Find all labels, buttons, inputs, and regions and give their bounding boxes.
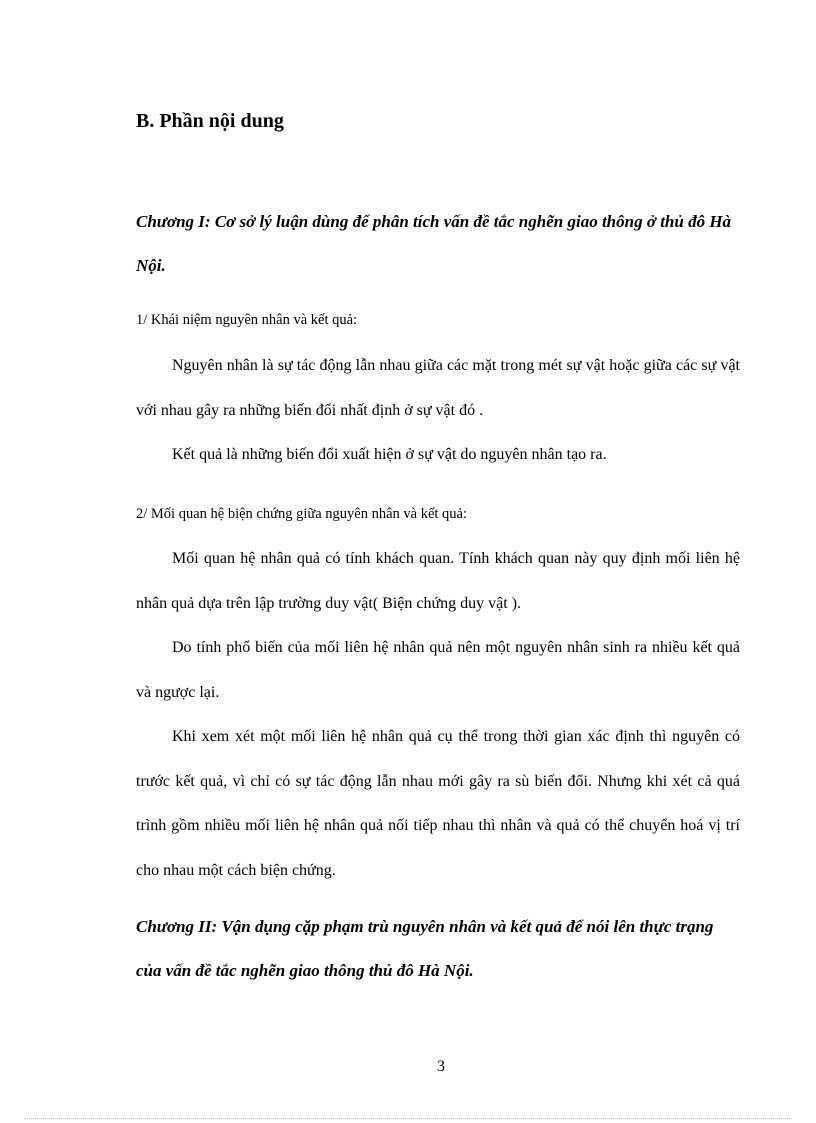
page-bottom-divider: [24, 1118, 792, 1119]
heading-concept: 1/ Khái niệm nguyên nhân và kết quả:: [136, 312, 358, 328]
chapter-1-title: Chương I: Cơ sở lý luận dùng để phân tích vấn đề tắc nghẽn giao thông ở thủ đô Hà Nội.: [136, 212, 732, 275]
paragraph-objectivity: Mối quan hệ nhân quả có tính khách quan. Tính khách quan này quy định mối liên hệ nhân quả dựa trên lập trường duy vật( Biện chứng duy vật ).: [136, 550, 740, 612]
paragraph-effect-definition: Kết quả là những biến đổi xuất hiện ở sự vật do nguyên nhân tạo ra.: [172, 446, 607, 463]
chapter-2-title: Chương II: Vận dụng cặp phạm trù nguyên nhân và kết quả để nói lên thực trạng của vấn đề tắc nghẽn giao thông thủ đô Hà Nội.: [136, 917, 714, 980]
paragraph-conversion: Khi xem xét một mối liên hệ nhân quả cụ thể trong thời gian xác định thì nguyên có trước kết quả, vì chỉ có sự tác động lẫn nhau mới gây ra sù biến đổi. Nhưng khi xét cả quá trình gồm nhiều mối liên hệ nhân quả nối tiếp nhau thì nhân và quả có thể chuyển hoá vị trí cho nhau một cách biện chứng.: [136, 728, 740, 879]
section-title: B. Phần nội dung: [136, 110, 284, 132]
heading-dialectical-relation: 2/ Mối quan hệ biện chứng giữa nguyên nhân và kết quả:: [136, 506, 468, 522]
paragraph-cause-definition: Nguyên nhân là sự tác động lẫn nhau giữa các mặt trong mét sự vật hoặc giữa các sự vật với nhau gây ra những biến đổi nhất định ở sự vật đó .: [136, 357, 740, 419]
paragraph-universality: Do tính phổ biến của mối liên hệ nhân quả nên một nguyên nhân sinh ra nhiều kết quả và ngược lại.: [136, 639, 740, 701]
page-number: 3: [437, 1058, 445, 1075]
